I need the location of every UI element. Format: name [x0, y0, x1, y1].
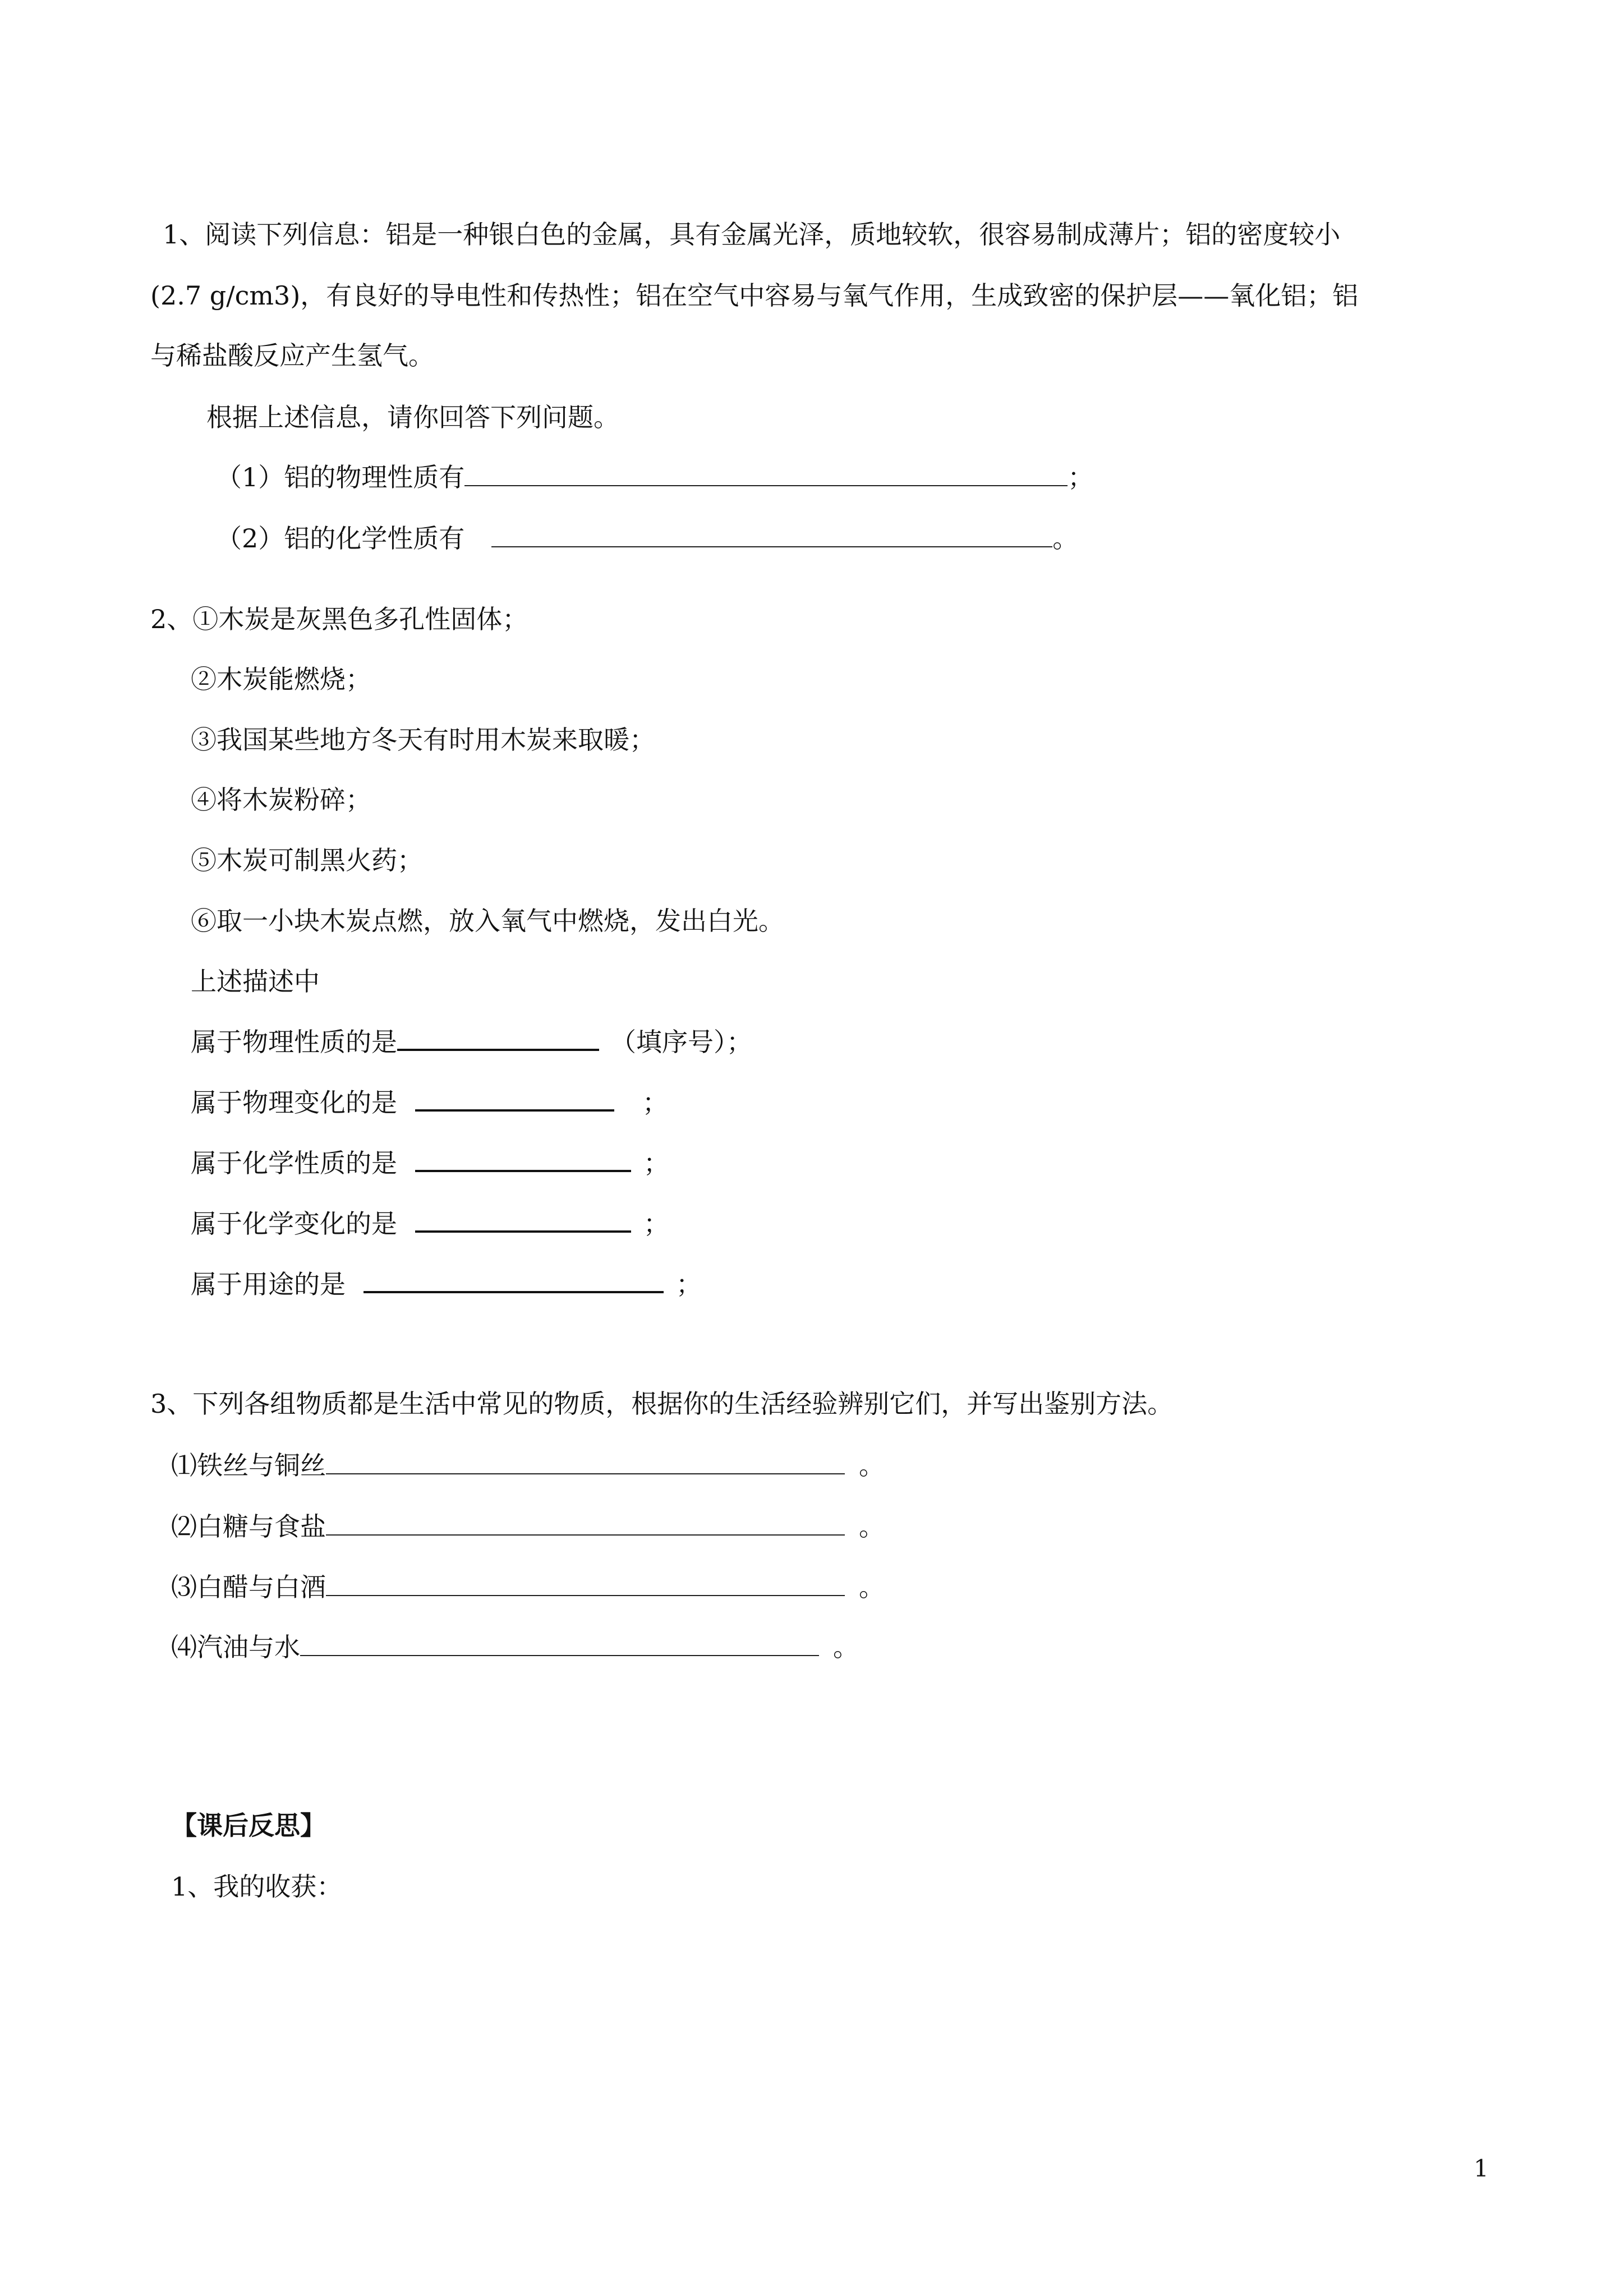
- q3-item-4-end: 。: [833, 1632, 859, 1662]
- q2-lead: 上述描述中: [191, 966, 320, 997]
- q1-intro-line-2: (2.7 g/cm3)，有良好的导电性和传热性；铝在空气中容易与氧气作用，生成致密的保护层——氧化铝；铝: [150, 280, 1359, 311]
- q2-item-4: ④将木炭粉碎；: [191, 785, 371, 815]
- q1-sub2-row: [216, 522, 1078, 555]
- q1-intro-line-3: 与稀盐酸反应产生氢气。: [150, 340, 434, 371]
- q2-physical-change-end: ；: [642, 1087, 668, 1118]
- q1-sub1-end: ；: [1068, 462, 1094, 492]
- q3-item-2-end: 。: [859, 1511, 885, 1542]
- q2-physical-property-end: （填序号）；: [610, 1027, 752, 1057]
- q2-use-end: ；: [676, 1269, 702, 1299]
- q1-prompt: 根据上述信息，请你回答下列问题。: [206, 402, 619, 432]
- q2-physical-property-row: [191, 1025, 752, 1059]
- q2-item-1: 2、①木炭是灰黑色多孔性固体；: [150, 604, 528, 634]
- reflection-item-1: 1、我的收获：: [171, 1871, 343, 1902]
- q2-chemical-property-blank[interactable]: [415, 1147, 631, 1172]
- q2-chemical-property-end: ；: [643, 1148, 669, 1178]
- reflection-heading: 【课后反思】: [171, 1810, 326, 1841]
- q1-intro-line-1: 1、阅读下列信息：铝是一种银白色的金属，具有金属光泽，质地较软，很容易制成薄片；铝的密度较小: [163, 219, 1341, 250]
- q2-physical-change-blank[interactable]: [415, 1087, 614, 1112]
- q2-use-blank[interactable]: [364, 1269, 664, 1293]
- q3-item-2-label: ⑵白糖与食盐: [171, 1511, 326, 1542]
- q1-sub2-end: 。: [1052, 523, 1079, 554]
- q3-item-4-blank[interactable]: [300, 1633, 819, 1656]
- q3-item-4-row: [171, 1630, 859, 1664]
- q2-chemical-property-row: [191, 1146, 669, 1180]
- q2-chemical-change-label: 属于化学变化的是: [191, 1209, 397, 1239]
- q2-item-3: ③我国某些地方冬天有时用木炭来取暖；: [191, 725, 655, 755]
- q2-use-row: [191, 1267, 702, 1301]
- q3-item-2-row: [171, 1510, 885, 1543]
- q2-item-5: ⑤木炭可制黑火药；: [191, 845, 423, 875]
- q3-item-1-label: ⑴铁丝与铜丝: [171, 1450, 326, 1481]
- q2-chemical-change-end: ；: [643, 1209, 669, 1239]
- page-number: 1: [1474, 2155, 1489, 2182]
- q1-sub2-label: （2）铝的化学性质有: [216, 523, 465, 554]
- q3-item-3-end: 。: [859, 1572, 885, 1602]
- q1-sub1-answer-blank[interactable]: [464, 463, 1068, 486]
- q2-item-6: ⑥取一小块木炭点燃，放入氧气中燃烧，发出白光。: [191, 906, 784, 936]
- q3-item-3-row: [171, 1570, 885, 1604]
- q2-physical-property-label: 属于物理性质的是: [191, 1027, 397, 1057]
- q2-physical-property-blank[interactable]: [397, 1026, 599, 1051]
- q2-chemical-property-label: 属于化学性质的是: [191, 1148, 397, 1178]
- q3-item-2-blank[interactable]: [326, 1512, 845, 1536]
- q1-sub1-row: [216, 460, 1093, 494]
- q3-item-3-label: ⑶白醋与白酒: [171, 1572, 326, 1602]
- q1-sub1-label: （1）铝的物理性质有: [216, 462, 465, 492]
- q3-item-1-row: [171, 1449, 885, 1482]
- q2-chemical-change-blank[interactable]: [415, 1208, 631, 1233]
- q2-physical-change-row: [191, 1086, 668, 1119]
- q3-item-1-blank[interactable]: [326, 1451, 845, 1474]
- q1-sub2-answer-blank[interactable]: [491, 524, 1052, 547]
- q3-item-1-end: 。: [859, 1450, 885, 1481]
- q3-item-3-blank[interactable]: [326, 1573, 845, 1596]
- q2-use-label: 属于用途的是: [191, 1269, 346, 1299]
- q2-physical-change-label: 属于物理变化的是: [191, 1087, 397, 1118]
- q3-item-4-label: ⑷汽油与水: [171, 1632, 300, 1662]
- q3-title: 3、下列各组物质都是生活中常见的物质，根据你的生活经验辨别它们，并写出鉴别方法。: [150, 1389, 1174, 1419]
- q2-chemical-change-row: [191, 1207, 669, 1241]
- q2-item-2: ②木炭能燃烧；: [191, 664, 371, 694]
